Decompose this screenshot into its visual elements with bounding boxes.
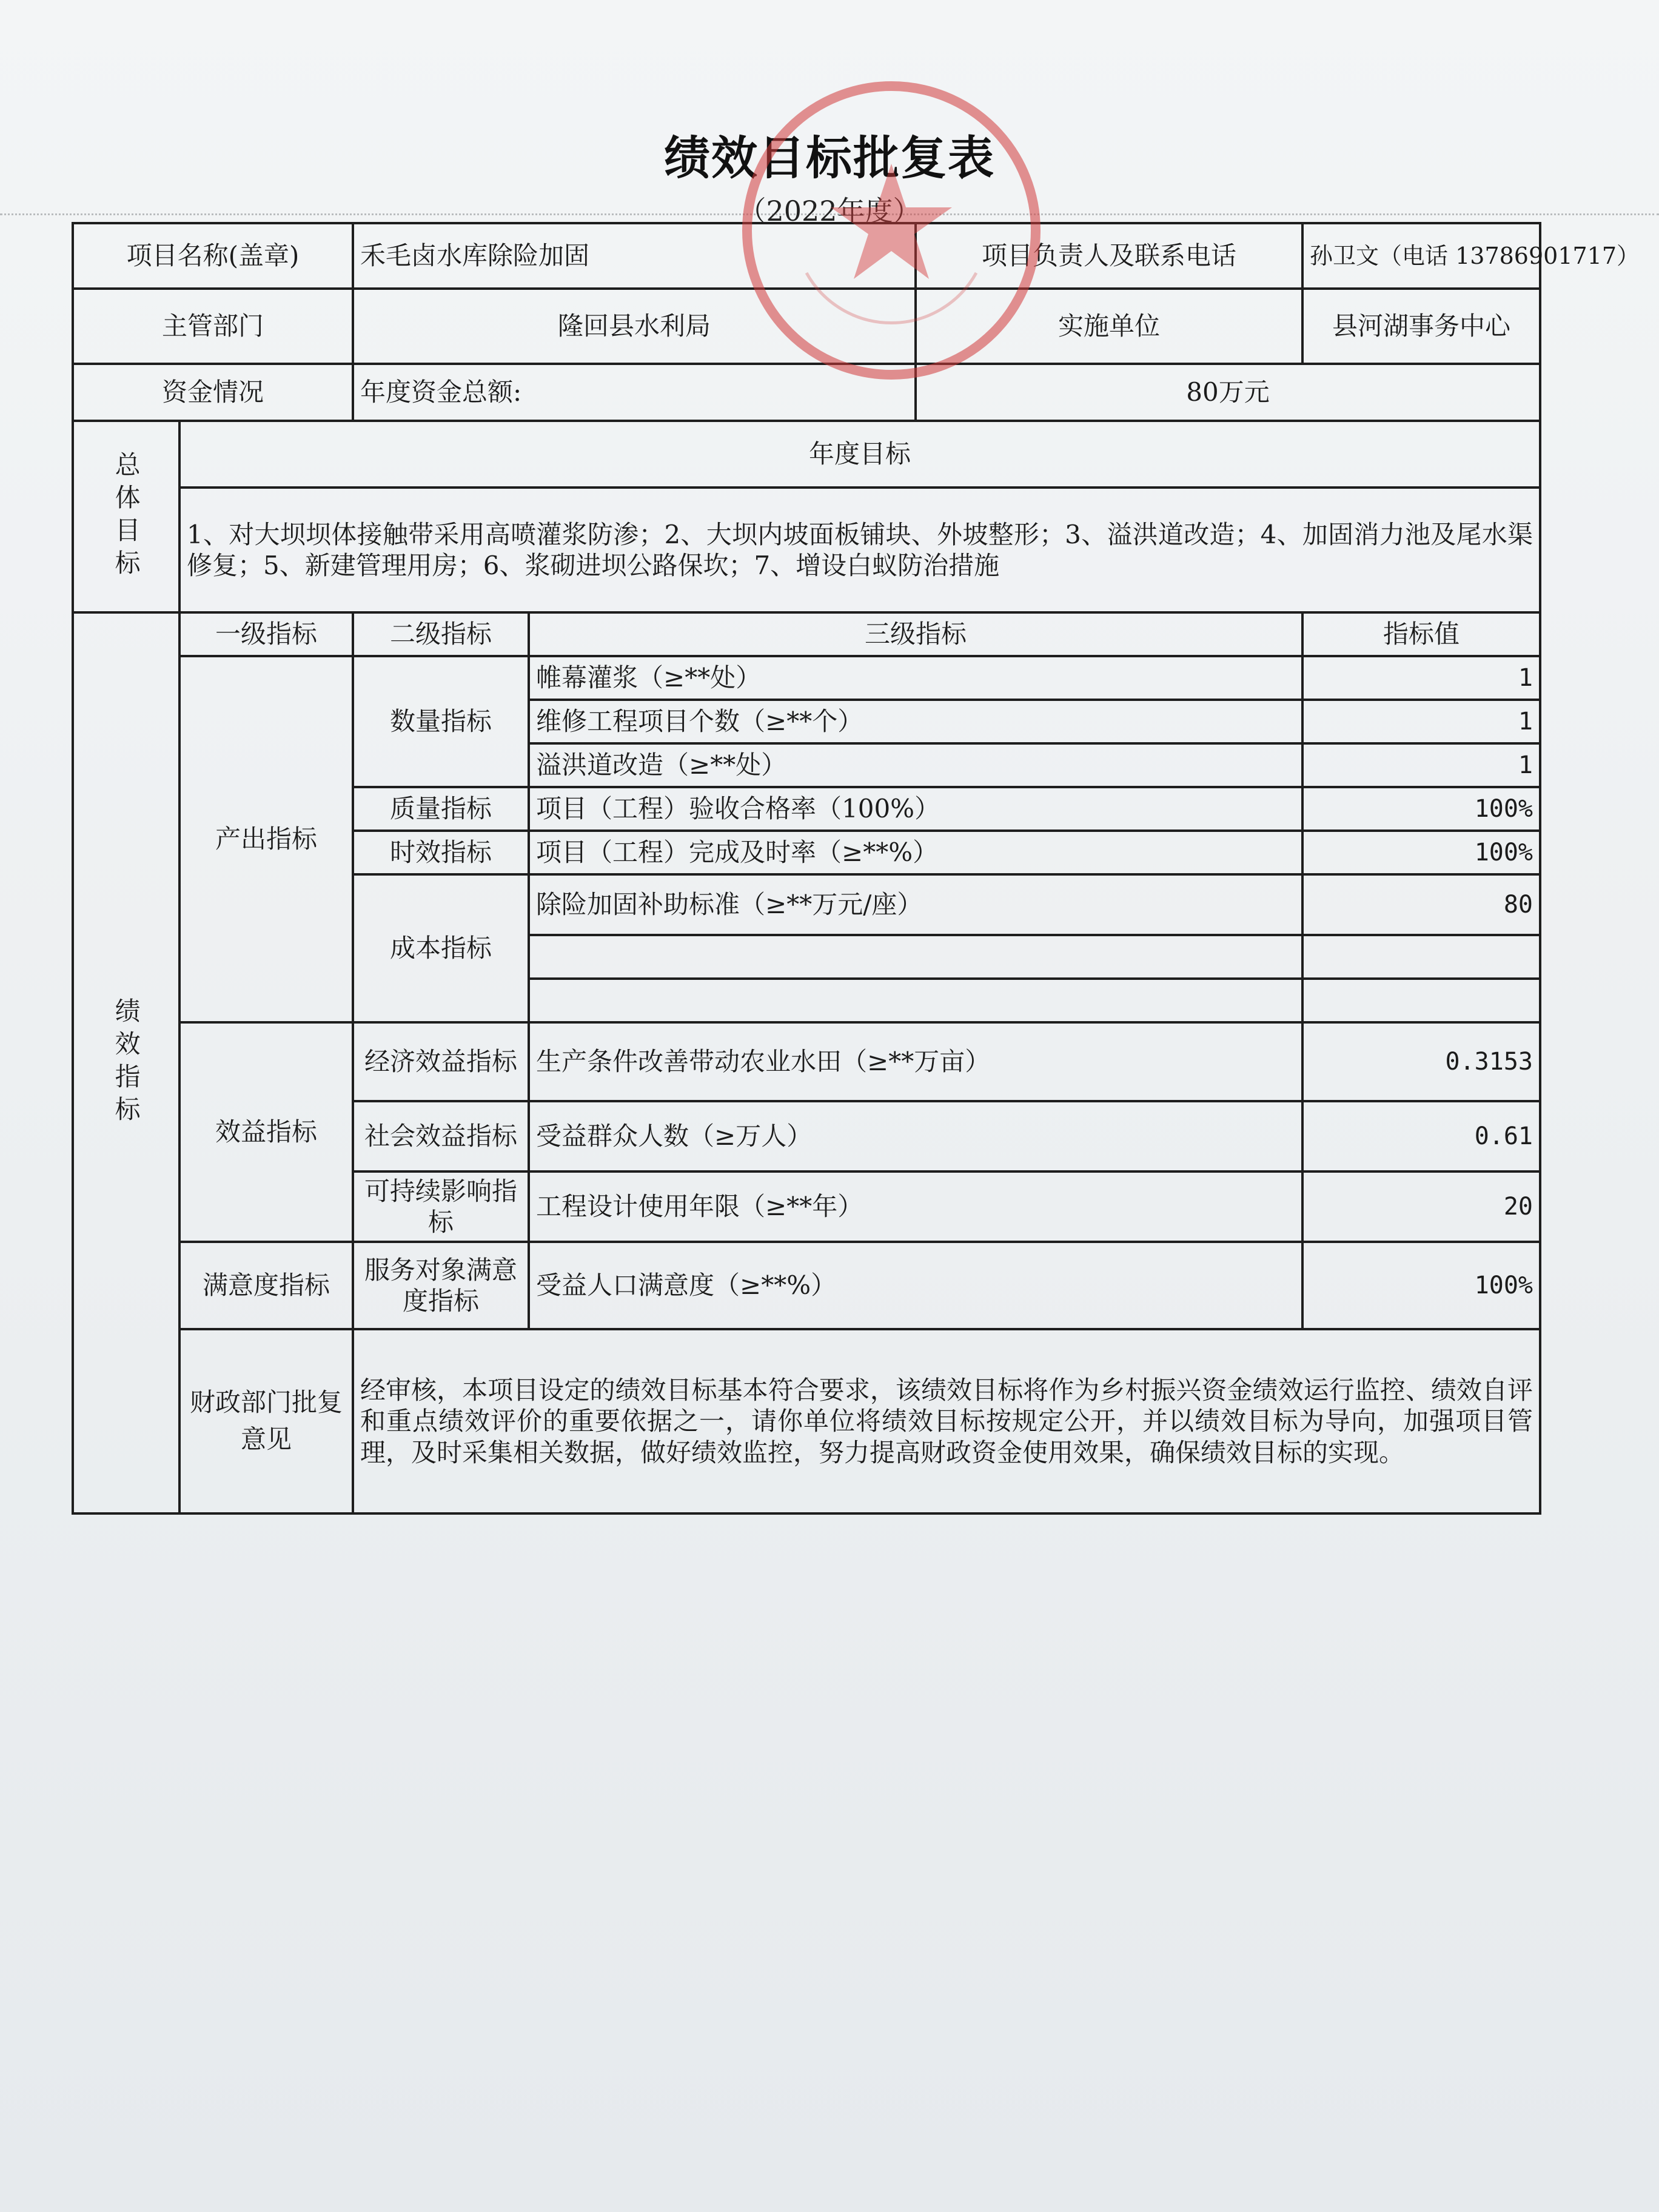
goal-side-text: 总体目标: [111, 451, 141, 582]
fund-total-value: 80万元: [916, 364, 1540, 421]
dept-label: 主管部门: [73, 289, 353, 364]
time-value: 100%: [1302, 831, 1540, 874]
row-indicator-header: [73, 612, 1540, 656]
cost-item-empty-2: [529, 979, 1302, 1022]
header-level3: 三级指标: [529, 612, 1302, 656]
dept-value: 隆回县水利局: [353, 289, 916, 364]
benefit-label: 效益指标: [179, 1022, 353, 1242]
fund-label: 资金情况: [73, 364, 353, 421]
goal-side-label: [73, 421, 179, 612]
quantity-value-3: 1: [1302, 743, 1540, 787]
indicator-side-text: 绩效指标: [111, 997, 141, 1128]
row-department: [73, 289, 1540, 364]
cost-value-empty-1: [1302, 935, 1540, 979]
quantity-label: 数量指标: [353, 656, 529, 787]
table-row: [73, 1242, 1540, 1329]
cost-item-empty-1: [529, 935, 1302, 979]
satisfaction-sub-label: 服务对象满意度指标: [353, 1242, 529, 1329]
output-label: 产出指标: [179, 656, 353, 1022]
unit-label: 实施单位: [916, 289, 1302, 364]
indicator-side-label: [73, 612, 179, 1513]
satisfaction-label: 满意度指标: [179, 1242, 353, 1329]
performance-target-table: [72, 222, 1640, 1515]
quantity-item-3: 溢洪道改造（≥**处）: [529, 743, 1302, 787]
goal-header: 年度目标: [179, 421, 1540, 488]
social-value: 0.61: [1302, 1101, 1540, 1171]
quality-item: 项目（工程）验收合格率（100%）: [529, 787, 1302, 831]
quality-value: 100%: [1302, 787, 1540, 831]
table-row: [73, 1022, 1540, 1101]
header-level1: 一级指标: [179, 612, 353, 656]
approval-text: 经审核，本项目设定的绩效目标基本符合要求，该绩效目标将作为乡村振兴资金绩效运行监控、绩效自评和重点绩效评价的重要依据之一，请你单位将绩效目标按规定公开，并以绩效目标为导向，加强项目管理，及时采集相关数据，做好绩效监控，努力提高财政资金使用效果，确保绩效目标的实现。: [353, 1329, 1540, 1513]
economic-label: 经济效益指标: [353, 1022, 529, 1101]
satisfaction-item: 受益人口满意度（≥**%）: [529, 1242, 1302, 1329]
time-label: 时效指标: [353, 831, 529, 874]
unit-value: 县河湖事务中心: [1302, 289, 1540, 364]
row-project-name: [73, 223, 1540, 289]
cost-item: 除险加固补助标准（≥**万元/座）: [529, 874, 1302, 935]
quantity-value-2: 1: [1302, 700, 1540, 743]
quantity-item-2: 维修工程项目个数（≥**个）: [529, 700, 1302, 743]
owner-label: 项目负责人及联系电话: [916, 223, 1302, 289]
cost-value-empty-2: [1302, 979, 1540, 1022]
owner-value: 孙卫文（电话 13786901717）: [1302, 223, 1540, 289]
time-item: 项目（工程）完成及时率（≥**%）: [529, 831, 1302, 874]
quantity-value-1: 1: [1302, 656, 1540, 700]
quality-label: 质量指标: [353, 787, 529, 831]
sustain-item: 工程设计使用年限（≥**年）: [529, 1171, 1302, 1242]
satisfaction-value: 100%: [1302, 1242, 1540, 1329]
sustain-value: 20: [1302, 1171, 1540, 1242]
row-funds: [73, 364, 1540, 421]
goal-text: 1、对大坝坝体接触带采用高喷灌浆防渗；2、大坝内坡面板铺块、外坡整形；3、溢洪道改造；4、加固消力池及尾水渠修复；5、新建管理用房；6、浆砌进坝公路保坎；7、增设白蚁防治措施: [179, 488, 1540, 612]
social-item: 受益群众人数（≥万人）: [529, 1101, 1302, 1171]
approval-label: 财政部门批复意见: [179, 1329, 353, 1513]
economic-item: 生产条件改善带动农业水田（≥**万亩）: [529, 1022, 1302, 1101]
project-name-value: 禾毛卤水库除险加固: [353, 223, 916, 289]
cost-label: 成本指标: [353, 874, 529, 1022]
row-goal-text: [73, 488, 1540, 612]
header-value: 指标值: [1302, 612, 1540, 656]
economic-value: 0.3153: [1302, 1022, 1540, 1101]
document-year: （2022年度）: [738, 195, 921, 227]
cost-value: 80: [1302, 874, 1540, 935]
project-name-label: 项目名称(盖章): [73, 223, 353, 289]
table-row: [73, 656, 1540, 700]
row-goal-header: [73, 421, 1540, 488]
fund-total-label: 年度资金总额:: [353, 364, 916, 421]
social-label: 社会效益指标: [353, 1101, 529, 1171]
document-title: 绩效目标批复表: [664, 131, 995, 185]
quantity-item-1: 帷幕灌浆（≥**处）: [529, 656, 1302, 700]
sustain-label: 可持续影响指标: [353, 1171, 529, 1242]
row-approval: [73, 1329, 1540, 1513]
header-level2: 二级指标: [353, 612, 529, 656]
